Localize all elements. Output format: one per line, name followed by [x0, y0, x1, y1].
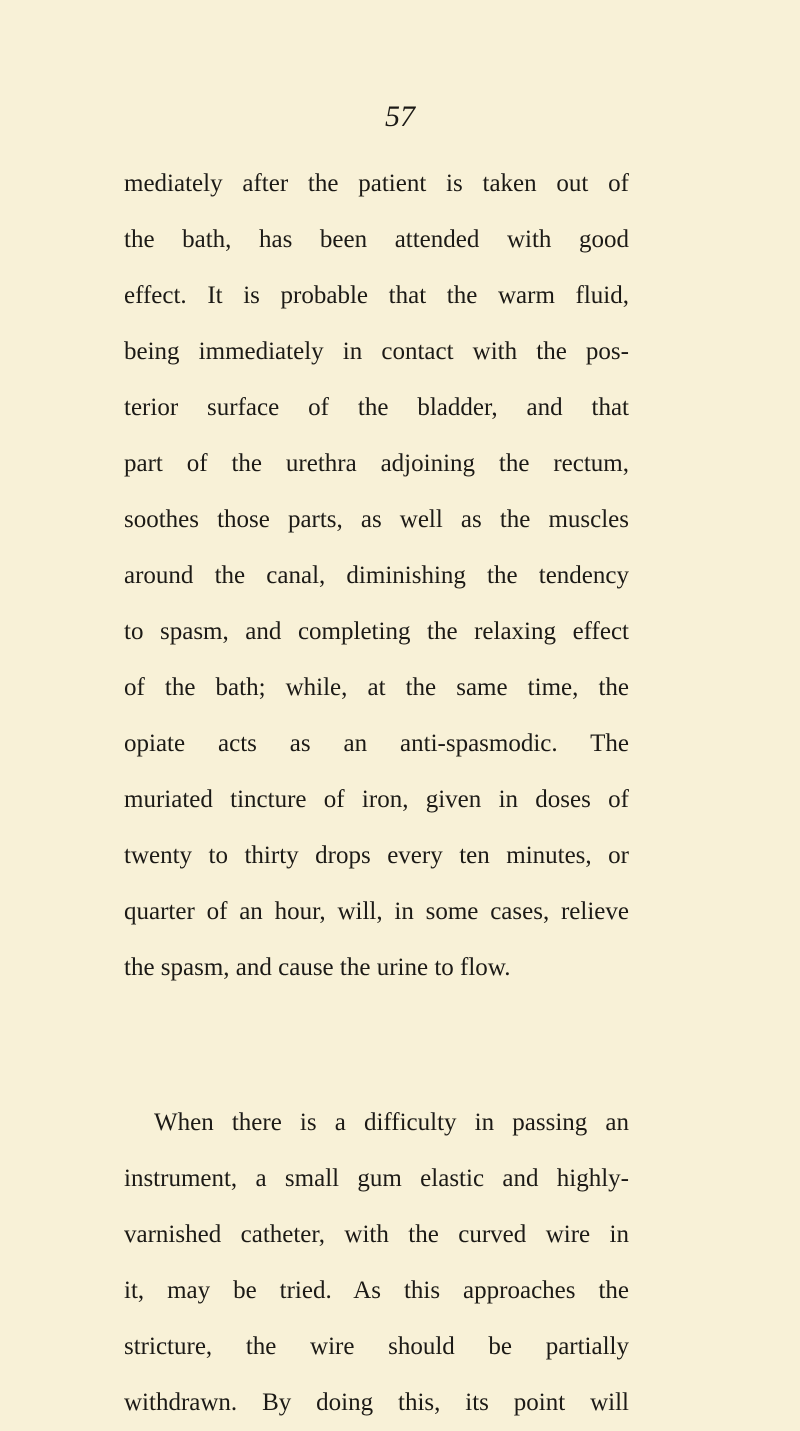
- text-line: When there is a difficulty in passing an: [154, 1109, 629, 1136]
- text-line: withdrawn. By doing this, its point will: [124, 1389, 629, 1416]
- text-line: part of the urethra adjoining the rectum,: [124, 450, 629, 477]
- text-line: opiate acts as an anti-spasmodic. The: [124, 730, 629, 757]
- text-line: to spasm, and completing the relaxing effect: [124, 618, 629, 645]
- text-line: around the canal, diminishing the tendency: [124, 562, 629, 589]
- text-line: quarter of an hour, will, in some cases, relieve: [124, 898, 629, 925]
- text-line: twenty to thirty drops every ten minutes, or: [124, 842, 629, 869]
- text-line: terior surface of the bladder, and that: [124, 394, 629, 421]
- text-line: soothes those parts, as well as the muscles: [124, 506, 629, 533]
- text-line: of the bath; while, at the same time, the: [124, 674, 629, 701]
- text-line: effect. It is probable that the warm fluid,: [124, 282, 629, 309]
- paragraph-1: [124, 156, 629, 996]
- text-line: varnished catheter, with the curved wire in: [124, 1221, 629, 1248]
- text-line: muriated tincture of iron, given in doses of: [124, 786, 629, 813]
- text-line: being immediately in contact with the pos-: [124, 338, 629, 365]
- text-line: mediately after the patient is taken out of: [124, 170, 629, 197]
- text-line: it, may be tried. As this approaches the: [124, 1277, 629, 1304]
- text-line: instrument, a small gum elastic and highly-: [124, 1165, 629, 1192]
- text-line: the spasm, and cause the urine to flow.: [124, 954, 511, 981]
- paragraph-2: [124, 1095, 629, 1431]
- text-line: the bath, has been attended with good: [124, 226, 629, 253]
- page-number: 57: [385, 100, 415, 133]
- text-line: stricture, the wire should be partially: [124, 1333, 629, 1360]
